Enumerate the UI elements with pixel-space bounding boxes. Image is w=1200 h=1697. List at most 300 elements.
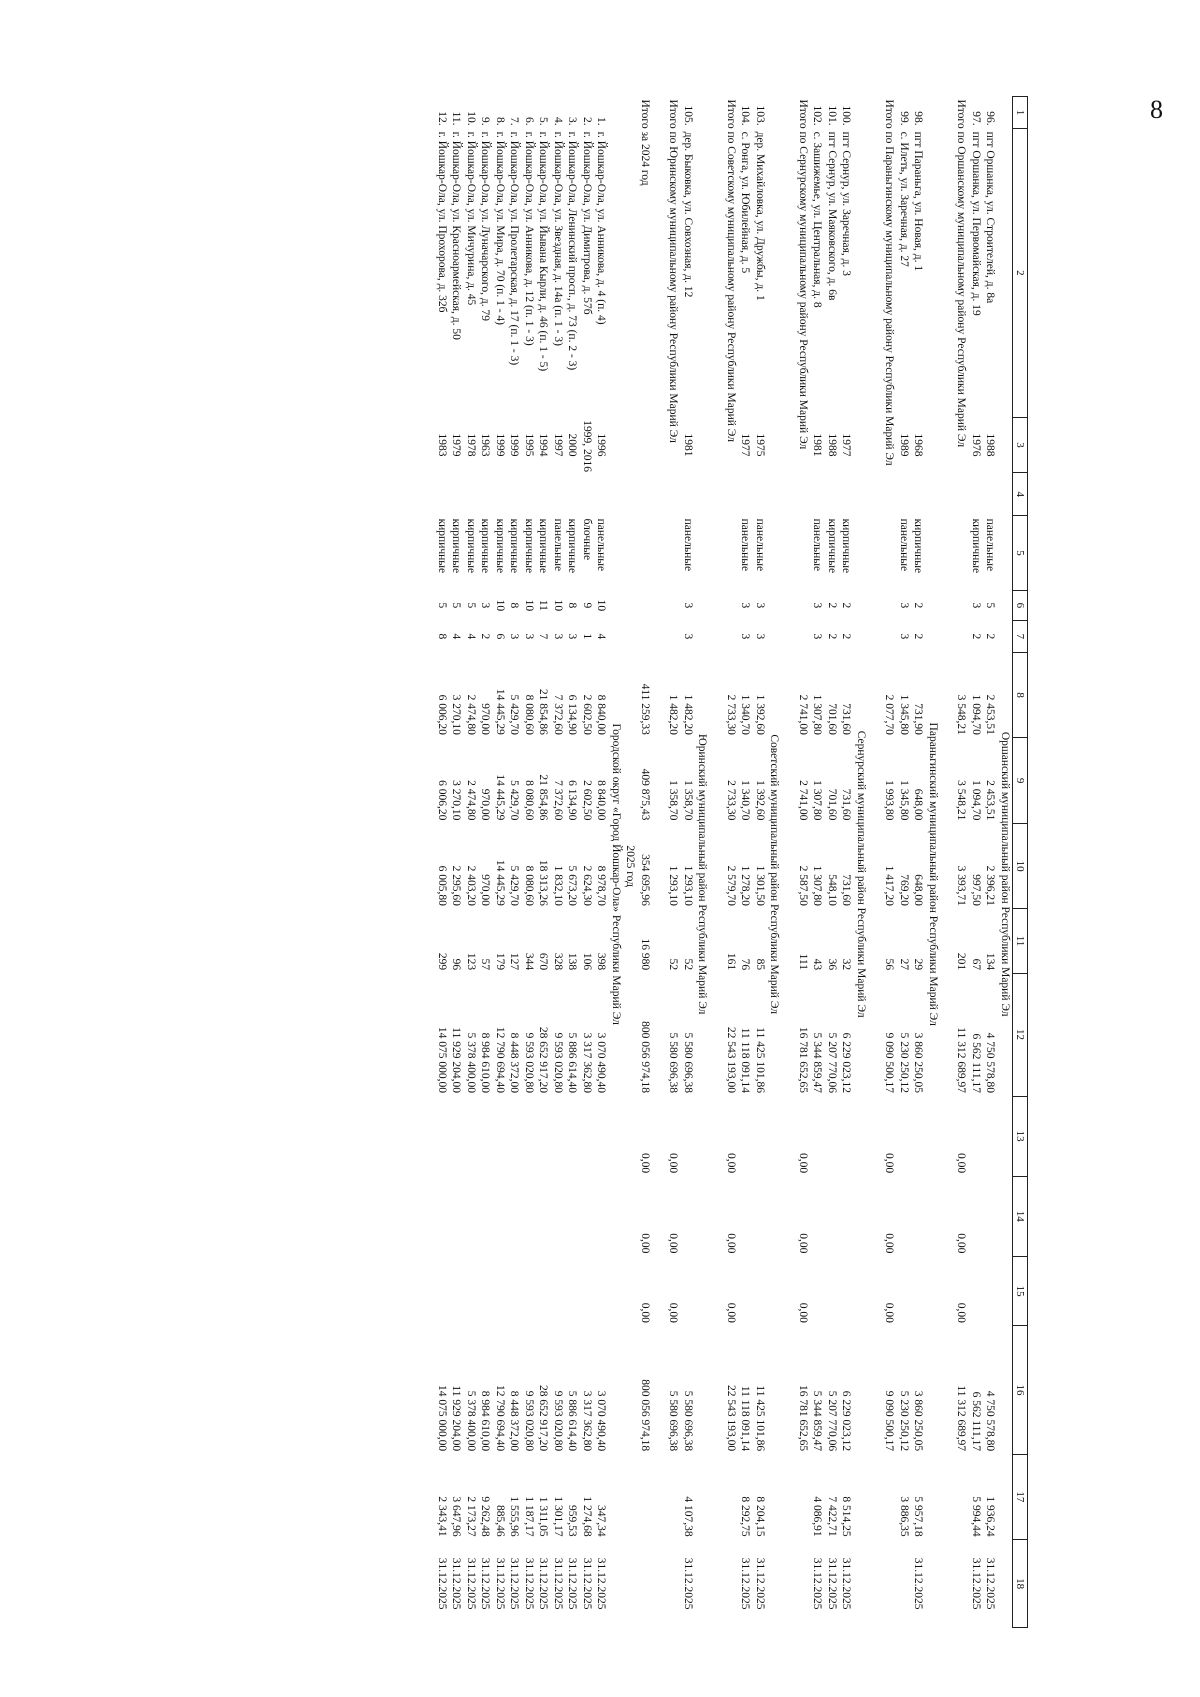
table-cell: 1 307,80 — [811, 780, 824, 821]
total-cell: 0,00 — [796, 1302, 809, 1323]
table-cell: панельные — [811, 518, 824, 572]
table-cell: 398 — [595, 952, 608, 971]
table-cell: г. Йошкар-Ола, ул. Мира, д. 70 (п. 1 - 4) — [493, 131, 506, 325]
table-cell: 32 — [840, 958, 853, 971]
table-cell: панельные — [753, 518, 766, 572]
table-cell: с. Илеть, ул. Заречная, д. 27 — [897, 131, 910, 267]
table-cell: 4 750 578,80 — [984, 1390, 997, 1452]
table-cell: 31.12.2025 — [537, 1557, 550, 1610]
table-cell — [449, 1176, 464, 1256]
table-cell: 3 — [739, 633, 752, 640]
table-cell: г. Йошкар-Ола, ул. Пролетарская, д. 17 (п. 1 - 3) — [508, 131, 521, 366]
table-cell — [738, 1096, 753, 1176]
spacer-row — [710, 97, 724, 1628]
table-cell: 10 — [595, 599, 608, 612]
group-heading: Сернурский муниципальный район Республики Марий Эл — [854, 730, 867, 1018]
table-cell — [897, 1540, 912, 1628]
table-cell: 6 134,90 — [566, 780, 579, 821]
table-row — [753, 97, 768, 1628]
table-cell: 31.12.2025 — [984, 1557, 997, 1610]
table-cell: пгт Параньга, ул. Новая, д. 1 — [912, 131, 925, 272]
table-cell — [478, 473, 493, 516]
table-cell: 31.12.2025 — [435, 1557, 448, 1610]
table-cell — [493, 1176, 508, 1256]
total-cell: 3 393,71 — [955, 865, 968, 906]
table-cell: 2 — [840, 633, 853, 640]
group-fill — [609, 1096, 624, 1628]
table-row — [522, 97, 537, 1628]
total-row — [638, 97, 653, 1628]
table-cell: 959,53 — [566, 1505, 579, 1537]
total-cell — [954, 1454, 969, 1540]
header-cell: 7 — [1013, 620, 1028, 652]
table-cell: 2 295,60 — [450, 865, 463, 906]
table-cell: 2 453,51 — [984, 780, 997, 821]
table-cell: кирпичные — [508, 518, 521, 574]
table-cell: 2 — [984, 633, 997, 640]
table-cell: 2 602,50 — [580, 694, 593, 735]
total-cell: 9 090 500,17 — [883, 1032, 896, 1093]
table-cell: 3 886,35 — [897, 1496, 910, 1537]
table-cell: 1988 — [825, 433, 838, 457]
table-row — [580, 97, 595, 1628]
table-cell: 1999 — [508, 433, 521, 457]
table-cell: 11 929 204,00 — [450, 1027, 463, 1093]
table-cell: 5 886 614,40 — [566, 1032, 579, 1093]
table-cell: дер. Быковка, ул. Совхозная, д. 12 — [681, 131, 694, 298]
table-row — [565, 97, 580, 1628]
table-cell: 9 593 020,80 — [522, 1032, 535, 1093]
table-cell: 8 204,15 — [753, 1496, 766, 1537]
total-cell: 5 580 696,38 — [667, 1032, 680, 1093]
total-cell: 2 733,30 — [724, 780, 737, 821]
table-cell — [565, 1176, 580, 1256]
table-cell: 8 984 610,00 — [479, 1032, 492, 1093]
table-cell: панельные — [984, 518, 997, 572]
table-cell — [753, 1256, 768, 1325]
total-label: Итого по Сернурскому муниципальному району Республики Марий Эл — [796, 99, 809, 450]
table-cell: 1 345,80 — [897, 694, 910, 735]
total-cell: 2 579,70 — [724, 865, 737, 906]
table-cell: 11 — [537, 599, 550, 611]
table-cell — [551, 473, 566, 516]
table-cell: 5 207 770,06 — [825, 1032, 838, 1093]
total-cell: 411 259,33 — [638, 683, 651, 735]
table-cell: 1997 — [551, 433, 564, 457]
table-cell — [522, 1176, 537, 1256]
table-cell: 1 311,05 — [537, 1496, 550, 1537]
table-cell: 5. — [537, 116, 550, 126]
total-label: Итого по Оршанскому муниципальному району Республики Марий Эл — [955, 99, 968, 448]
total-label: Итого по Параньгинскому муниципальному району Республики Марий Эл — [883, 99, 896, 466]
table-cell — [551, 1176, 566, 1256]
total-label: Итого по Советскому муниципальному району Республики Марий Эл — [724, 99, 737, 442]
table-cell: 2 — [825, 633, 838, 640]
table-cell: 731,60 — [840, 874, 853, 906]
group-indent — [609, 97, 624, 653]
table-cell: 31.12.2025 — [811, 1557, 824, 1610]
table-cell: 9 262,48 — [479, 1496, 492, 1537]
header-cell: 10 — [1013, 823, 1028, 909]
group-fill — [926, 1096, 941, 1628]
table-cell — [551, 1256, 566, 1325]
table-row — [449, 97, 464, 1628]
total-cell: 16 781 652,65 — [796, 1026, 809, 1093]
table-cell: 9 593 020,80 — [551, 1390, 564, 1452]
table-cell: 970,00 — [479, 874, 492, 906]
table-cell: 5 429,70 — [508, 865, 521, 906]
table-cell: 5 994,44 — [969, 1496, 982, 1537]
table-cell: 5 378 400,00 — [464, 1032, 477, 1093]
table-cell: 648,00 — [912, 874, 925, 906]
table-cell: 3 — [479, 602, 492, 609]
group-fill — [767, 1096, 782, 1628]
table-cell: 2 — [912, 633, 925, 640]
table-cell: 31.12.2025 — [580, 1557, 593, 1610]
table-cell: 5 — [984, 602, 997, 609]
total-cell: 56 — [883, 958, 896, 971]
table-cell — [522, 1256, 537, 1325]
table-cell: 9 — [580, 602, 593, 609]
table-cell: 12. — [435, 111, 448, 126]
header-cell: 14 — [1013, 1176, 1028, 1256]
table-cell: кирпичные — [566, 518, 579, 574]
table-cell: 1 307,80 — [811, 694, 824, 735]
table-row — [825, 97, 840, 1628]
table-row — [839, 97, 854, 1628]
spacer-row — [782, 97, 796, 1628]
table-cell: 1963 — [479, 433, 492, 457]
total-cell — [724, 1454, 739, 1540]
table-cell: 2 624,30 — [580, 865, 593, 906]
table-cell: 9. — [479, 116, 492, 126]
total-cell: 0,00 — [667, 1153, 680, 1174]
table-cell — [478, 1176, 493, 1256]
table-cell: 1994 — [537, 433, 550, 457]
table-cell: 7 372,60 — [551, 780, 564, 821]
table-cell: 43 — [811, 958, 824, 971]
spacer-row — [868, 97, 882, 1628]
page-number: 8 — [1150, 95, 1163, 124]
table-cell: 2 474,80 — [464, 780, 477, 821]
header-cell: 17 — [1013, 1454, 1028, 1540]
table-cell: 1 936,24 — [984, 1496, 997, 1537]
spacer-cell — [710, 97, 724, 1628]
total-cell: 0,00 — [667, 1233, 680, 1254]
total-cell: 800 056 974,18 — [638, 1021, 651, 1093]
table-cell — [565, 1256, 580, 1325]
table-cell: 4 086,91 — [811, 1496, 824, 1537]
table-cell: 3 860 250,05 — [912, 1390, 925, 1452]
table-cell — [435, 1096, 450, 1176]
table-cell: 6 562 111,17 — [969, 1391, 982, 1452]
table-cell: 1995 — [522, 433, 535, 457]
group-heading: Советский муниципальный район Республики Марий Эл — [768, 734, 781, 1014]
table-cell: 4. — [551, 116, 564, 126]
housing-repair-table — [435, 96, 1029, 1628]
table-cell — [825, 473, 840, 516]
total-label: Итого за 2024 год — [638, 99, 651, 186]
total-cell: 16 980 — [638, 938, 651, 971]
table-cell: 8 984 610,00 — [479, 1390, 492, 1452]
group-heading-row — [767, 97, 782, 1628]
table-cell: 31.12.2025 — [493, 1557, 506, 1610]
table-cell: 5 429,70 — [508, 694, 521, 735]
total-cell: 1 417,20 — [883, 865, 896, 906]
table-cell — [551, 1096, 566, 1176]
table-cell: 57 — [479, 958, 492, 971]
table-cell: 1989 — [897, 433, 910, 457]
table-cell: 5 580 696,38 — [681, 1032, 694, 1093]
group-indent — [998, 97, 1013, 653]
table-cell: 1968 — [912, 433, 925, 457]
table-cell — [969, 1176, 984, 1256]
table-cell: 99. — [897, 111, 910, 126]
table-cell: 27 — [897, 958, 910, 971]
total-cell: 0,00 — [724, 1233, 737, 1254]
table-cell: 1975 — [753, 433, 766, 457]
column-number-header — [1013, 97, 1028, 1628]
table-cell: 31.12.2025 — [753, 1557, 766, 1610]
total-cell: 22 543 193,00 — [724, 1384, 737, 1452]
table-cell: 31.12.2025 — [551, 1557, 564, 1610]
table-cell: 10 — [522, 599, 535, 612]
table-cell — [825, 1176, 840, 1256]
table-cell: 8 514,25 — [840, 1496, 853, 1537]
table-cell: 10. — [464, 111, 477, 126]
group-indent — [854, 97, 869, 653]
group-heading-row — [609, 97, 624, 1628]
table-cell: 2 403,20 — [464, 865, 477, 906]
table-row — [493, 97, 508, 1628]
table-cell: 31.12.2025 — [522, 1557, 535, 1610]
table-cell: 1 293,10 — [681, 865, 694, 906]
table-cell: г. Йошкар-Ола, ул. Йывана Кырли, д. 46 (п. 1 - 5) — [537, 131, 550, 372]
table-cell: 21 854,86 — [537, 774, 550, 821]
table-cell: панельные — [681, 518, 694, 572]
year-indent — [623, 97, 638, 824]
table-cell — [507, 1096, 522, 1176]
table-cell: 731,90 — [912, 703, 925, 735]
table-cell: 1981 — [811, 433, 824, 457]
table-cell: 1 392,60 — [753, 780, 766, 821]
header-cell: 15 — [1013, 1256, 1028, 1325]
table-row — [536, 97, 551, 1628]
table-cell: с. Зашижемье, ул. Центральная, д. 8 — [811, 131, 824, 308]
total-cell: 0,00 — [638, 1233, 651, 1254]
table-cell: 8 840,00 — [595, 694, 608, 735]
table-cell: пгт Оршанка, ул. Первомайская, д. 19 — [969, 131, 982, 316]
total-cell: 0,00 — [638, 1153, 651, 1174]
table-cell: 14 075 000,00 — [435, 1384, 448, 1452]
table-cell — [897, 1176, 912, 1256]
group-fill — [998, 1096, 1013, 1628]
header-cell: 6 — [1013, 590, 1028, 620]
table-cell — [507, 473, 522, 516]
table-cell: 997,50 — [969, 874, 982, 906]
table-cell: пгт Оршанка, ул. Строителей, д. 8а — [984, 131, 997, 304]
table-row — [738, 97, 753, 1628]
table-cell — [449, 473, 464, 516]
table-cell: 31.12.2025 — [840, 1557, 853, 1610]
table-cell — [594, 1096, 609, 1176]
table-row — [969, 97, 984, 1628]
table-cell: 2 — [840, 602, 853, 609]
table-cell: 3 860 250,05 — [912, 1032, 925, 1093]
total-cell: 3 548,21 — [955, 694, 968, 735]
table-cell: 1 555,96 — [508, 1496, 521, 1537]
total-row — [954, 97, 969, 1628]
total-cell: 0,00 — [724, 1302, 737, 1323]
table-cell: 1 094,70 — [969, 694, 982, 735]
total-cell: 16 781 652,65 — [796, 1384, 809, 1452]
table-cell: 5 378 400,00 — [464, 1390, 477, 1452]
table-cell — [435, 1176, 450, 1256]
table-cell: 76 — [739, 958, 752, 971]
header-cell: 16 — [1013, 1326, 1028, 1454]
table-cell: 6 006,20 — [435, 694, 448, 735]
total-cell: 0,00 — [796, 1233, 809, 1254]
table-cell: 67 — [969, 958, 982, 971]
table-cell: 28 652 917,20 — [537, 1026, 550, 1093]
group-heading-row — [926, 97, 941, 1628]
table-cell: 347,34 — [595, 1505, 608, 1537]
table-cell — [839, 1256, 854, 1325]
table-cell — [753, 1096, 768, 1176]
table-cell: г. Йошкар-Ола, ул. Луначарского, д. 79 — [479, 131, 492, 321]
table-cell: 1 832,10 — [551, 865, 564, 906]
table-cell — [738, 1256, 753, 1325]
table-cell: 6 562 111,17 — [969, 1033, 982, 1093]
table-cell: 31.12.2025 — [479, 1557, 492, 1610]
table-cell — [522, 1096, 537, 1176]
table-cell: 179 — [493, 952, 506, 971]
table-cell: 14 075 000,00 — [435, 1026, 448, 1093]
table-cell — [983, 1096, 998, 1176]
table-cell — [435, 1256, 450, 1325]
table-row — [594, 97, 609, 1628]
table-cell — [594, 1256, 609, 1325]
table-cell: 31.12.2025 — [464, 1557, 477, 1610]
table-cell — [435, 473, 450, 516]
table-cell: 3 — [753, 633, 766, 640]
table-cell — [681, 1176, 696, 1256]
total-cell: 11 312 689,97 — [955, 1027, 968, 1093]
table-cell: 28 652 917,20 — [537, 1384, 550, 1452]
table-cell: 2 474,80 — [464, 694, 477, 735]
table-cell: 5 230 250,12 — [897, 1390, 910, 1452]
table-cell: 14 445,29 — [493, 774, 506, 821]
table-cell: 11. — [450, 111, 463, 126]
table-cell — [580, 1096, 595, 1176]
table-cell: 8. — [493, 116, 506, 126]
table-cell: г. Йошкар-Ола, ул. Мичурина, д. 45 — [464, 131, 477, 306]
table-cell: 1999 — [493, 433, 506, 457]
table-cell: г. Йошкар-Ола, ул. Красноармейская, д. 50 — [450, 131, 463, 340]
table-cell: 6 134,90 — [566, 694, 579, 735]
total-cell — [796, 1540, 811, 1628]
table-cell: 1 340,70 — [739, 780, 752, 821]
group-heading: Городской округ «Город Йошкар-Ола» Республики Марий Эл — [609, 723, 622, 1025]
total-cell: 11 312 689,97 — [955, 1385, 968, 1452]
table-cell — [464, 1096, 479, 1176]
table-cell: 2 602,50 — [580, 780, 593, 821]
table-cell: 2 396,21 — [984, 865, 997, 906]
table-cell: 1 358,70 — [681, 780, 694, 821]
table-cell: 14 445,29 — [493, 688, 506, 735]
table-cell: 701,60 — [825, 703, 838, 735]
table-row — [551, 97, 566, 1628]
table-cell: панельные — [739, 518, 752, 572]
table-cell: 3 — [566, 633, 579, 640]
table-cell: 3 — [508, 633, 521, 640]
table-cell: 6 005,80 — [435, 865, 448, 906]
table-cell: 1 392,60 — [753, 694, 766, 735]
table-cell: 8 978,70 — [595, 865, 608, 906]
total-cell: 0,00 — [667, 1302, 680, 1323]
table-cell: 12 790 694,40 — [493, 1026, 506, 1093]
table-cell — [565, 1096, 580, 1176]
table-cell — [536, 1096, 551, 1176]
table-cell: 3 — [811, 633, 824, 640]
total-cell: 0,00 — [955, 1153, 968, 1174]
group-fill — [695, 1096, 710, 1628]
table-cell: 31.12.2025 — [595, 1557, 608, 1610]
table-row — [507, 97, 522, 1628]
total-cell: 354 695,96 — [638, 854, 651, 906]
group-fill — [854, 1096, 869, 1628]
table-cell: 4 — [595, 633, 608, 640]
table-cell: с. Ронга, ул. Юбилейная, д. 5 — [739, 131, 752, 274]
total-cell — [882, 1454, 897, 1540]
table-cell: 1977 — [840, 433, 853, 457]
table-cell: 1 307,80 — [811, 865, 824, 906]
table-cell: г. Йошкар-Ола, ул. Анникова, д. 12 (п. 1 - 3) — [522, 131, 535, 346]
total-cell: 0,00 — [638, 1302, 651, 1323]
table-cell: 31.12.2025 — [681, 1557, 694, 1610]
table-cell: 6 006,20 — [435, 780, 448, 821]
table-cell: 96 — [450, 958, 463, 971]
table-cell: 10 — [493, 599, 506, 612]
total-cell — [638, 1454, 653, 1540]
table-cell: 731,60 — [840, 788, 853, 821]
table-cell — [969, 1096, 984, 1176]
table-cell: 3 — [811, 602, 824, 609]
total-cell: 161 — [724, 952, 737, 971]
total-cell: 0,00 — [883, 1233, 896, 1254]
total-cell: 5 580 696,38 — [667, 1390, 680, 1452]
group-indent — [767, 97, 782, 653]
table-cell: 2 173,27 — [464, 1496, 477, 1537]
group-heading: Параньгинский муниципальный район Республики Марий Эл — [926, 722, 939, 1026]
table-cell: 3 647,96 — [450, 1496, 463, 1537]
table-cell — [738, 1176, 753, 1256]
spacer-cell — [940, 97, 954, 1628]
table-cell: панельные — [551, 518, 564, 572]
table-cell: 31.12.2025 — [825, 1557, 838, 1610]
header-cell: 18 — [1013, 1540, 1028, 1628]
table-cell — [536, 1176, 551, 1256]
table-cell — [969, 473, 984, 516]
table-cell — [464, 1256, 479, 1325]
table-cell: 3 — [753, 602, 766, 609]
table-cell: 2 343,41 — [435, 1496, 448, 1537]
total-cell — [666, 1540, 681, 1628]
table-cell: кирпичные — [969, 518, 982, 574]
spacer-row — [940, 97, 954, 1628]
table-cell: 701,60 — [825, 788, 838, 821]
table-cell: панельные — [595, 518, 608, 572]
